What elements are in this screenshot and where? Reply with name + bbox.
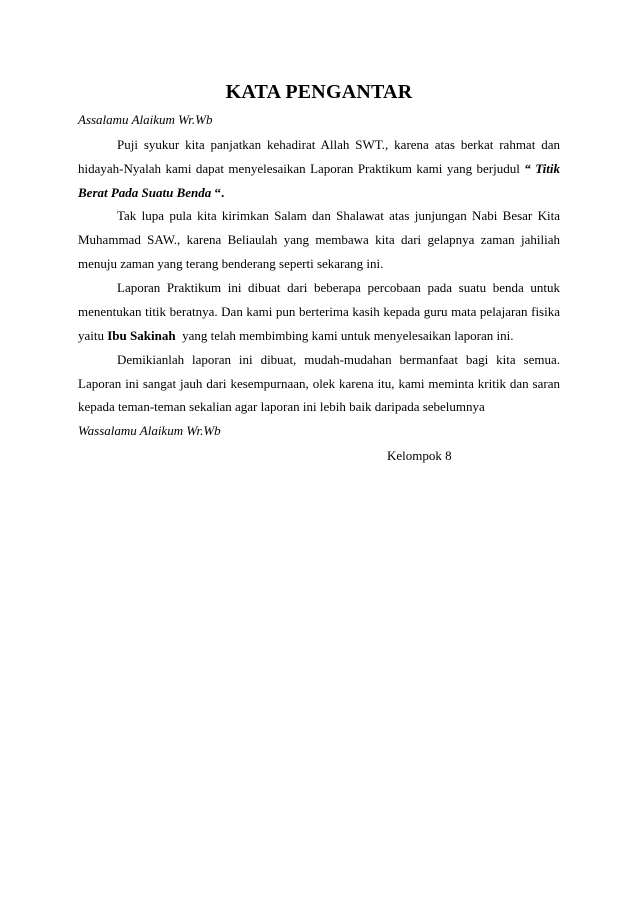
- teacher-name: Ibu Sakinah: [107, 328, 176, 343]
- paragraph-3-line-3-end: yang telah membimbing kami untuk menyelesaikan laporan ini.: [175, 328, 514, 343]
- paragraph-3-line-1: Laporan Praktikum ini dibuat dari beberapa percobaan pada suatu benda untuk: [117, 280, 560, 295]
- paragraph-2-line-3: menuju zaman yang terang benderang seperti sekarang ini.: [78, 256, 384, 271]
- closing-quote: “.: [211, 185, 225, 200]
- report-title-end: Berat Pada Suatu Benda: [78, 185, 212, 200]
- closing-greeting: Wassalamu Alaikum Wr.Wb: [78, 423, 221, 438]
- paragraph-2-line-1: Tak lupa pula kita kirimkan Salam dan Shalawat atas junjungan Nabi Besar Kita: [117, 208, 560, 223]
- paragraph-4-line-2: Laporan ini sangat jauh dari kesempurnaan, olek karena itu, kami meminta kritik dan saran: [78, 376, 560, 391]
- signature: Kelompok 8: [387, 448, 452, 463]
- page-title: KATA PENGANTAR: [225, 81, 413, 103]
- paragraph-3-line-3-start: yaitu: [78, 328, 108, 343]
- report-title-start: “ Titik: [524, 161, 560, 176]
- paragraph-1-line-2-text: hidayah-Nyalah kami dapat menyelesaikan Laporan Praktikum kami yang berjudul: [78, 161, 520, 176]
- paragraph-1-line-1: Puji syukur kita panjatkan kehadirat Allah SWT., karena atas berkat rahmat dan: [117, 137, 560, 152]
- paragraph-2-line-2: Muhammad SAW., karena Beliaulah yang membawa kita dari gelapnya zaman jahiliah: [78, 232, 560, 247]
- paragraph-4-line-3: kepada teman-teman sekalian agar laporan ini lebih baik daripada sebelumnya: [78, 399, 485, 414]
- paragraph-3-line-3: [78, 328, 560, 344]
- paragraph-1-line-2: [78, 161, 560, 177]
- paragraph-3-line-2: menentukan titik beratnya. Dan kami pun berterima kasih kepada guru mata pelajaran fisika: [78, 304, 560, 319]
- paragraph-1-line-3: [78, 185, 560, 201]
- paragraph-4-line-1: Demikianlah laporan ini dibuat, mudah-mudahan bermanfaat bagi kita semua.: [117, 352, 560, 367]
- greeting: Assalamu Alaikum Wr.Wb: [78, 112, 213, 127]
